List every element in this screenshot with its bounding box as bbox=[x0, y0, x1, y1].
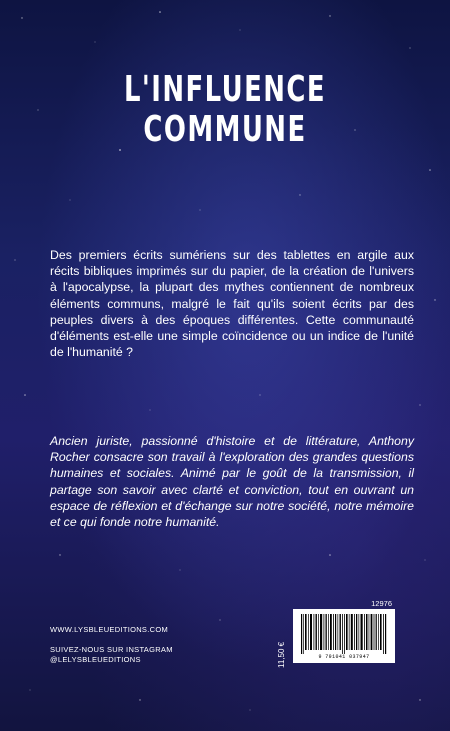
author-bio: Ancien juriste, passionné d'histoire et de littérature, Anthony Rocher consacre son travail à l'exploration des grandes questions humaines et sociales. Animé par le goût de la transmission, il partage son savoir avec clarté et conviction, tout en ouvrant un espace de réflexion et d'échange sur notre société, notre mémoire et ce qui fonde notre humanité. bbox=[50, 434, 414, 530]
title-line-2: COMMUNE bbox=[143, 109, 307, 150]
book-summary: Des premiers écrits sumériens sur des tablettes en argile aux récits bibliques imprimés sur du papier, de la création de l'univers à l'apocalypse, la plupart des mythes contiennent de nombreux éléments communs, malgré le fait qu'ils soient écrits par des peuples divers à des époques différentes. Cette communauté d'éléments est-elle une simple coïncidence ou un indice de l'unité de l'humanité ? bbox=[50, 248, 414, 360]
instagram-block bbox=[50, 645, 173, 665]
title-line-1: L'INFLUENCE bbox=[123, 69, 327, 110]
price-label: 11,50 € bbox=[277, 641, 286, 668]
isbn-barcode bbox=[293, 609, 395, 663]
isbn-digits: 9 791041 037947 bbox=[318, 654, 370, 660]
book-title bbox=[63, 70, 387, 150]
instagram-handle: @LELYSBLEUEDITIONS bbox=[50, 655, 141, 664]
product-code: 12976 bbox=[371, 599, 392, 608]
instagram-label: SUIVEZ-NOUS SUR INSTAGRAM bbox=[50, 645, 173, 654]
publisher-website: WWW.LYSBLEUEDITIONS.COM bbox=[50, 625, 169, 634]
